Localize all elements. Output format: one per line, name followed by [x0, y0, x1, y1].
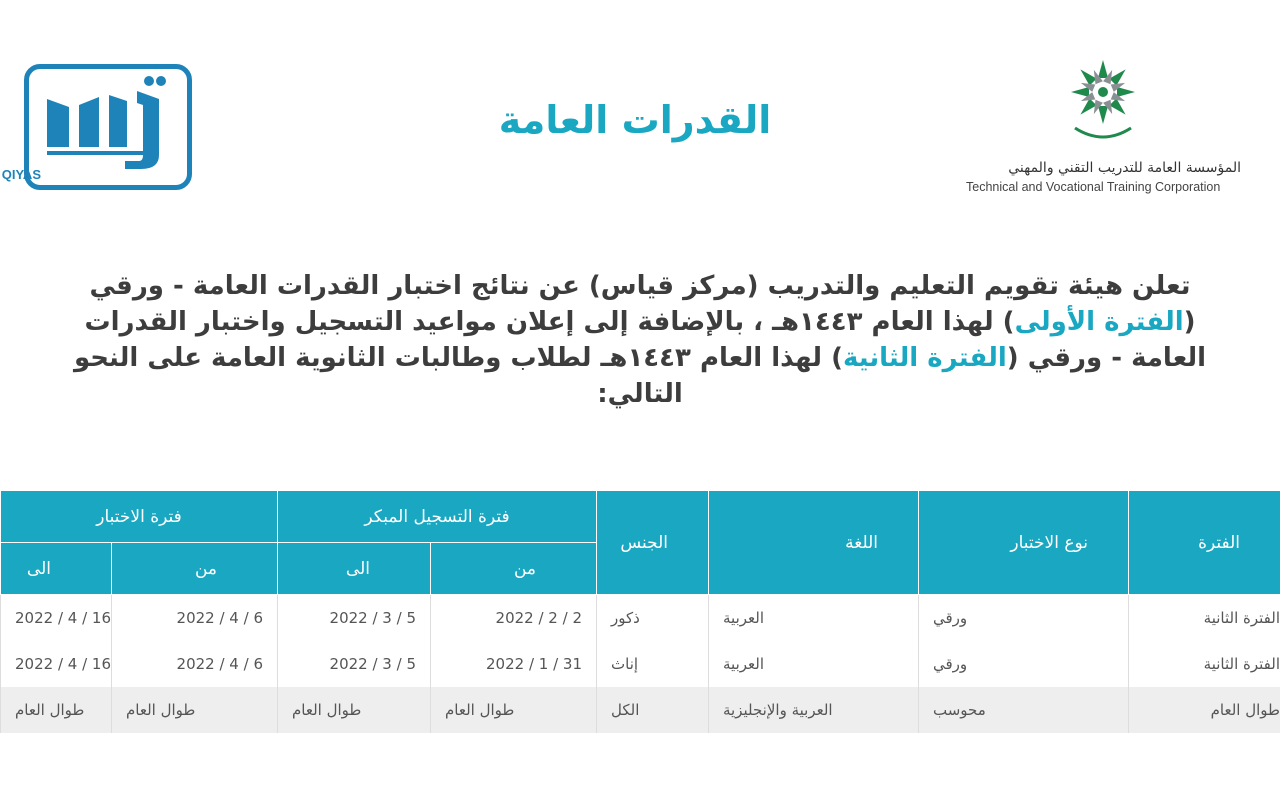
qiyas-logo	[1, 64, 192, 190]
header-test-from: من	[112, 543, 278, 595]
announcement-highlight-second-period: الفترة الثانية	[843, 343, 1007, 373]
header-early-registration: فترة التسجيل المبكر	[278, 491, 597, 543]
tvtc-name-english: Technical and Vocational Training Corporation	[966, 180, 1221, 194]
cell-test-from: 2022 / 4 / 6	[112, 595, 278, 642]
cell-period: الفترة الثانية	[1129, 595, 1280, 642]
announcement-part-1: تعلن هيئة تقويم التعليم والتدريب (مركز قياس) عن نتائج اختبار القدرات العامة - ورقي (	[89, 271, 1196, 337]
qiyas-logo-text: QIYAS	[1, 167, 41, 182]
table-row	[1, 641, 1280, 687]
cell-test-type: محوسب	[919, 687, 1129, 733]
cell-test-from: 2022 / 4 / 6	[112, 641, 278, 687]
tvtc-logo	[940, 54, 1245, 204]
announcement-part-3: ) لهذا العام ١٤٤٣هـ لطلاب وطالبات الثانوية العامة على النحو التالي:	[73, 343, 843, 409]
cell-period: الفترة الثانية	[1129, 641, 1280, 687]
cell-language: العربية والإنجليزية	[709, 687, 919, 733]
header-language: اللغة	[709, 491, 919, 595]
header-test-to: الى	[1, 543, 112, 595]
header-period: الفترة	[1129, 491, 1280, 595]
qiyas-logo-mark-icon	[1, 69, 187, 185]
cell-registration-from: 2022 / 1 / 31	[431, 641, 597, 687]
header-gender: الجنس	[597, 491, 709, 595]
cell-test-type: ورقي	[919, 595, 1129, 642]
header-test-period: فترة الاختبار	[1, 491, 278, 543]
schedule-table	[0, 490, 1280, 733]
announcement-text	[60, 268, 1220, 412]
cell-period: طوال العام	[1129, 687, 1280, 733]
cell-language: العربية	[709, 595, 919, 642]
cell-registration-to: طوال العام	[278, 687, 431, 733]
table-row	[1, 687, 1280, 733]
tvtc-name-arabic: المؤسسة العامة للتدريب التقني والمهني	[1008, 160, 1241, 176]
cell-registration-from: 2022 / 2 / 2	[431, 595, 597, 642]
announcement-highlight-first-period: الفترة الأولى	[1014, 307, 1184, 337]
table-row	[1, 595, 1280, 642]
star-emblem-icon	[1063, 54, 1143, 150]
cell-registration-to: 2022 / 3 / 5	[278, 595, 431, 642]
cell-registration-from: طوال العام	[431, 687, 597, 733]
cell-test-from: طوال العام	[112, 687, 278, 733]
page-title: القدرات العامة	[498, 98, 772, 142]
cell-test-to: طوال العام	[1, 687, 112, 733]
cell-language: العربية	[709, 641, 919, 687]
table-header-row	[1, 491, 1280, 543]
header-registration-from: من	[431, 543, 597, 595]
cell-gender: إناث	[597, 641, 709, 687]
cell-test-to: 2022 / 4 / 16	[1, 595, 112, 642]
cell-registration-to: 2022 / 3 / 5	[278, 641, 431, 687]
cell-test-to: 2022 / 4 / 16	[1, 641, 112, 687]
cell-test-type: ورقي	[919, 641, 1129, 687]
announcement-part-2: ) لهذا العام ١٤٤٣هـ ، بالإضافة إلى إعلان مواعيد التسجيل واختبار القدرات العامة - ورقي (	[84, 307, 1207, 373]
cell-gender: ذكور	[597, 595, 709, 642]
header-test-type: نوع الاختبار	[919, 491, 1129, 595]
cell-gender: الكل	[597, 687, 709, 733]
header-registration-to: الى	[278, 543, 431, 595]
